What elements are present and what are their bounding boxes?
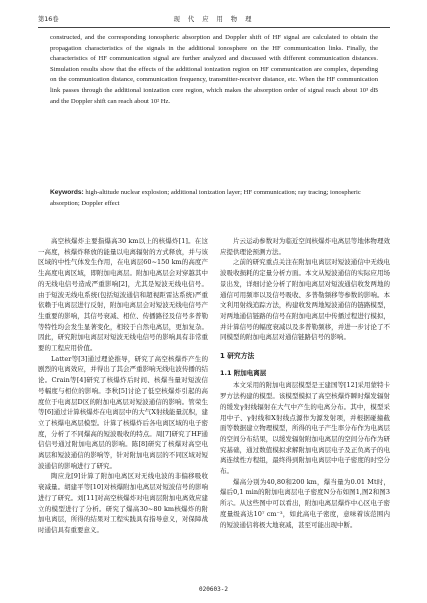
keywords-label: Keywords: [50,189,84,196]
keywords [50,188,378,209]
paragraph: Latter等[3]通过理论推导，研究了高空核爆炸产生的剧烈的电离效应，并得出了其会严重影响无线电波传播的结论。Crain等[4]研究了核爆炸后时间、核爆当量对短波信号幅度与相位的影响。李秋[5]讨论了低空核爆炸引起的高度位于电离层D区的附加电离层对短波通信的影响。管荣生等[6]通过计算核爆炸在电离层中的大气X射线能量沉积，建立了核爆电离层模型。计算了核爆炸后各电离区域的电子密度，分析了不同爆高的短波吸收的特点。周[7]研究了HF通信信号通过附加电离层的影响。陈[8]研究了核爆对高空电离层和短波通信的影响等，针对附加电离层的不同区域对短波通信的影响进行了研究。 [38,354,208,470]
left-column [38,236,208,536]
paragraph: 爆高分别为40,80和200 km，爆当量为0.01 Mt时，爆后0,1 min的附加电离层电子密度N分布如图1,图2和图3所示。从这些图中可以看出，附加电离层爆炸中心区电子密度量级高达10⁷ cm⁻³，如此高电子密度，意味着该范围内的短波通信将极大地衰减，甚至可能出现中断。 [220,477,390,529]
page-number: 020603-2 [199,586,228,593]
journal-title: 现 代 应 用 物 理 [173,16,255,23]
section-heading: 1 研究方法 [220,352,255,361]
paragraph: 之前的研究重点关注在附加电离层对短波通信中无线电波吸收损耗的定量分析方面。本文从短波通信的实际应用场景出发，详细讨论分析了附加电离层对短波通信收发两地的通信可用频率以及信号吸收、多普勒频移等参数的影响。本文利用射线追踪方法，构建收发两地短波通信的链路模型，对两地通信链路的信号在附加电离层中传播过程进行模拟，并计算信号的幅度衰减以及多普勒频移，并进一步讨论了不同模型的附加电离层对通信链路信号的影响。 [220,258,390,342]
english-abstract: constructed, and the corresponding ionospheric absorption and Doppler shift of HF signal are calculated to obtain the propagation characteristics of the signals in the additional ionosphere on the HF communication links. Finally, the characteristics of HF communication signal are further analyzed and discussed with different communication distances. Simulation results show that the effects of the additional ionization region on HF communication are complex, depending on the communication distance, communication frequency, transmitter-receiver distance, etc. When the HF communication link passes through the additional ionization core region, which makes the absorption order of signal reach about 10³ dB and the Doppler shift can reach about 10² Hz. [50,34,378,105]
subsection-heading: 1.1 附加电离层 [220,368,267,377]
running-header [38,14,390,26]
keywords-text: high-altitude nuclear explosion; additional ionization layer; HF communication; ray tracing; ionospheric absorption; Doppler effect [50,189,361,207]
right-column [220,236,390,530]
paragraph: 片云运动参数对为临近空间核爆炸电离层等地体物理效应提供理论预测方法。 [220,237,390,256]
paragraph: 陶应龙[9]计算了附加电离区对无线电波的非偏移吸收衰减量。胡建平等[10]对核爆附加电离层对短波信号的影响进行了研究。刘[11]对高空核爆炸对电离层附加电离效应建立的模型进行了分析。研究了爆高30~80 km核爆炸的附加电离层，所得的结果对工程实践具有指导意义，对保障战时通信具有重要意义。 [38,472,208,534]
header-rule [38,27,390,28]
paragraph: 本文采用的附加电离层模型是王建国等[12]采用蒙特卡罗方法构建的模型。该模型模拟了高空核爆炸瞬时爆发辐射的缓发γ射线辐射在大气中产生的电离分布。其中，模型采用中子、γ射线和X射线点源作为源发射项，并根据碰撞截面等数据建立物理模型，所得的电子产生率分布作为电离层的空间分布结果，以缓发辐射附加电离层的空间分布作为研究基础，通过数值模拟求解附加电离层电子及正负离子的电离连续性方程组，最终得到附加电离层中电子密度的时空分布。 [220,381,390,476]
volume-label: 第16卷 [38,16,59,23]
paragraph: 高空核爆炸主要指爆高30 km以上的核爆炸[1]。在这一高度，核爆炸释放的能量以电离辐射的方式释放，并与该区域的中性气体发生作用，在电离层60~150 km的高度产生高度电离区域，即附加电离层。附加电离层会对穿越其中的无线电信号造成严重影响[2]，尤其是短波无线电信号。由于短波无线电系统(包括短波通信和超视距雷达系统)严重依赖于电离层进行反射，附加电离层会对短波无线电信号产生重要的影响，其信号衰减、相位、传播路径及信号多普勒等特性均会发生显著变化，相较于自然电离层，更加复杂。因此，研究附加电离层对短波无线电信号的影响具有非常重要的工程应用价值。 [38,237,208,353]
